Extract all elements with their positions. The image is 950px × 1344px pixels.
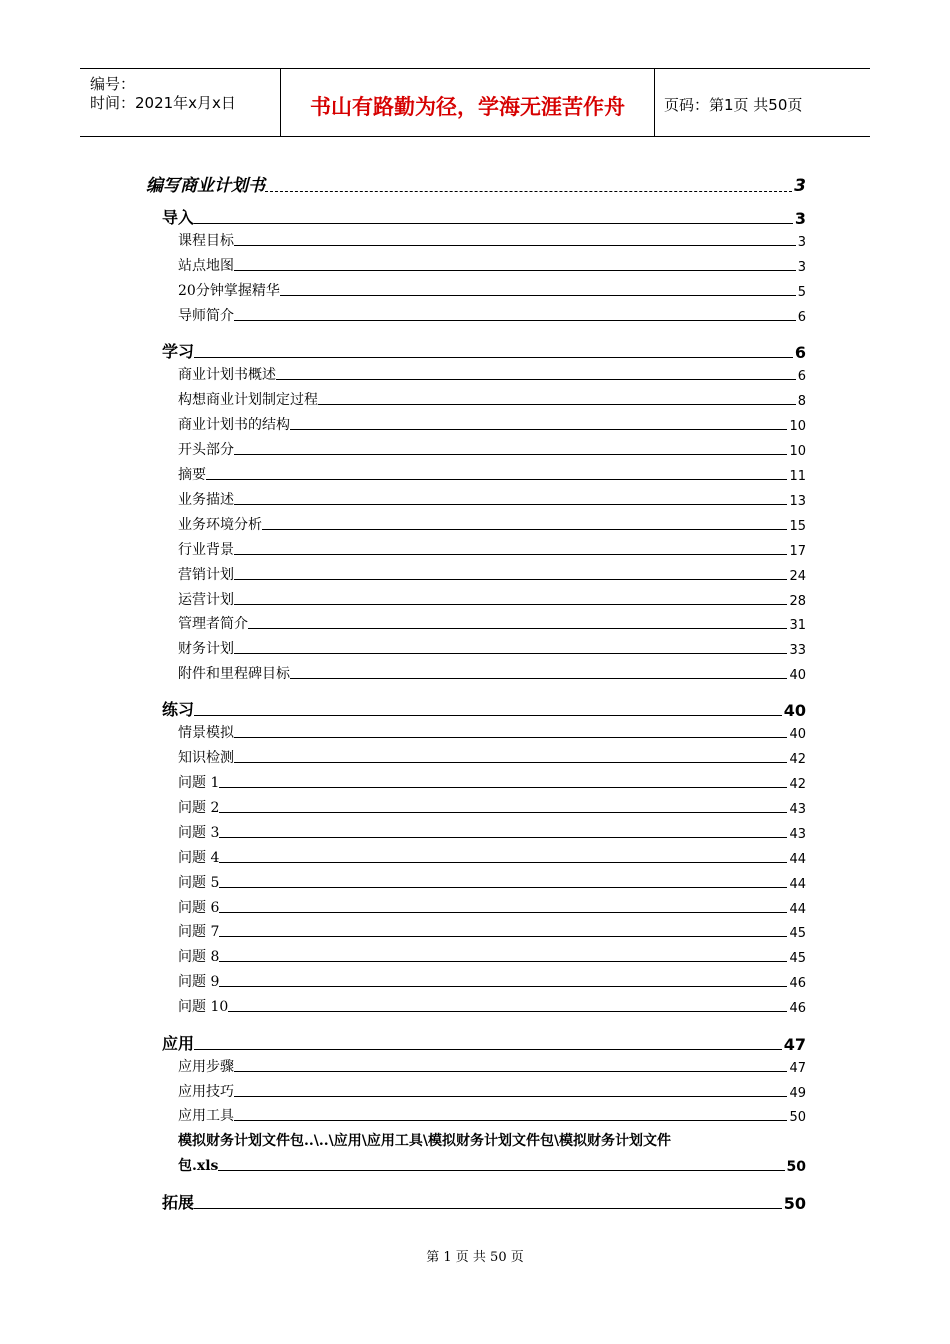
toc-entry-label: 课程目标 (178, 233, 234, 249)
toc-entry[interactable] (178, 797, 806, 817)
header-motto-cell (280, 69, 655, 136)
toc-entry-page: 42 (789, 752, 806, 767)
page-code: 页码：第1页 共50页 (664, 96, 803, 114)
toc-entry[interactable] (178, 1081, 806, 1101)
toc-entry[interactable] (178, 971, 806, 991)
toc-leader-line (234, 762, 787, 763)
toc-entry-page: 13 (789, 494, 806, 509)
toc-entry-label: 应用技巧 (178, 1084, 234, 1100)
toc-entry[interactable] (178, 514, 806, 534)
toc-entry-label: 运营计划 (178, 592, 234, 608)
toc-entry-page: 47 (783, 1035, 806, 1054)
toc-entry-page: 17 (789, 544, 806, 559)
header-page-cell (654, 69, 870, 136)
toc-entry-page: 43 (789, 802, 806, 817)
toc-entry-label: 练习 (162, 700, 195, 719)
toc-entry-label: 商业计划书概述 (178, 367, 276, 383)
toc-entry-page: 45 (789, 951, 806, 966)
toc-entry[interactable] (178, 1056, 806, 1076)
toc-entry[interactable] (178, 414, 806, 434)
toc-entry[interactable] (178, 613, 806, 633)
toc-entry-page: 40 (789, 668, 806, 683)
toc-entry[interactable] (162, 697, 806, 720)
toc-entry[interactable] (178, 230, 806, 250)
toc-entry-page: 3 (797, 260, 806, 275)
toc-entry-page: 50 (783, 1194, 806, 1213)
toc-entry[interactable] (178, 280, 806, 300)
toc-entry-label: 学习 (162, 342, 195, 361)
toc-leader-line (219, 787, 787, 788)
toc-leader-line (234, 1071, 787, 1072)
toc-entry-label: 20分钟掌握精华 (178, 283, 280, 299)
toc-leader-line (219, 936, 787, 937)
toc-entry-page: 8 (797, 394, 806, 409)
toc-entry-label: 导师简介 (178, 308, 234, 324)
header-info-cell (80, 69, 280, 136)
toc-entry-page: 40 (789, 727, 806, 742)
toc-entry[interactable] (178, 722, 806, 742)
toc-entry[interactable] (178, 872, 806, 892)
toc-entry[interactable] (178, 564, 806, 584)
toc-entry[interactable] (178, 897, 806, 917)
toc-entry-label: 问题 7 (178, 924, 220, 940)
toc-entry[interactable] (178, 847, 806, 867)
toc-entry[interactable] (178, 996, 806, 1016)
toc-leader-line (219, 986, 787, 987)
toc-leader-line (290, 678, 787, 679)
toc-entry[interactable] (178, 305, 806, 325)
toc-leader-line (290, 429, 787, 430)
toc-leader-line (234, 1120, 787, 1121)
toc-entry[interactable] (178, 663, 806, 683)
toc-entry-label: 财务计划 (178, 641, 234, 657)
toc-entry-label: 附件和里程碑目标 (178, 666, 290, 682)
toc-entry-label: 问题 9 (178, 974, 220, 990)
toc-entry-page: 6 (797, 310, 806, 325)
toc-leader-line (219, 837, 787, 838)
toc-leader-line (234, 653, 787, 654)
toc-leader-line (234, 554, 787, 555)
toc-leader-line (206, 479, 787, 480)
toc-entry[interactable] (162, 205, 806, 228)
toc-entry[interactable] (178, 255, 806, 275)
toc-leader-line (234, 604, 787, 605)
toc-entry-page: 28 (789, 594, 806, 609)
toc-entry-page: 43 (789, 827, 806, 842)
toc-entry-label: 问题 10 (178, 999, 229, 1015)
toc-entry-page: 10 (789, 444, 806, 459)
toc-entry-label: 营销计划 (178, 567, 234, 583)
toc-leader-line (234, 579, 787, 580)
toc-entry-label: 业务描述 (178, 492, 234, 508)
toc-leader-line (248, 628, 787, 629)
toc-leader-line (194, 715, 782, 716)
toc-entry[interactable] (162, 1031, 806, 1054)
toc-entry-page: 10 (789, 419, 806, 434)
toc-leader-line (219, 862, 787, 863)
toc-entry-label: 商业计划书的结构 (178, 417, 290, 433)
toc-entry-page: 45 (789, 926, 806, 941)
toc-leader-line (276, 379, 796, 380)
toc-entry-label: 问题 6 (178, 900, 220, 916)
toc-entry-label: 构想商业计划制定过程 (178, 392, 318, 408)
toc-entry[interactable] (178, 638, 806, 658)
toc-entry-label: 业务环境分析 (178, 517, 262, 533)
toc-entry-label: 包.xls (178, 1158, 219, 1174)
toc-entry-page: 5 (797, 285, 806, 300)
toc-entry-label: 开头部分 (178, 442, 234, 458)
toc-entry[interactable] (178, 464, 806, 484)
toc-leader-line (194, 1208, 782, 1209)
toc-leader-line (219, 961, 787, 962)
toc-entry[interactable] (162, 1190, 806, 1213)
toc-entry[interactable] (178, 439, 806, 459)
number-label: 编号： (90, 75, 136, 93)
toc-entry[interactable] (178, 946, 806, 966)
toc-entry-page: 44 (789, 877, 806, 892)
toc-leader-line (219, 812, 787, 813)
toc-leader-line (318, 404, 796, 405)
toc-entry[interactable] (178, 921, 806, 941)
toc-entry-page: 15 (789, 519, 806, 534)
toc-entry[interactable] (178, 589, 806, 609)
toc-entry-label: 问题 8 (178, 949, 220, 965)
toc-entry-page: 3 (794, 176, 806, 196)
toc-entry-label: 情景模拟 (178, 725, 234, 741)
toc-entry[interactable] (146, 171, 806, 196)
toc-entry[interactable] (178, 822, 806, 842)
page-header (80, 68, 870, 137)
toc-entry-page: 50 (789, 1110, 806, 1125)
toc-entry[interactable] (178, 1130, 806, 1150)
toc-entry[interactable] (178, 539, 806, 559)
toc-entry-page: 49 (789, 1086, 806, 1101)
toc-entry-page: 3 (797, 235, 806, 250)
toc-leader-line (194, 1049, 782, 1050)
toc-entry-label: 应用 (162, 1034, 195, 1053)
toc-entry-page: 47 (789, 1061, 806, 1076)
toc-entry-page: 24 (789, 569, 806, 584)
toc-leader-line (234, 737, 787, 738)
toc-entry-page: 44 (789, 852, 806, 867)
toc-entry-page: 33 (789, 643, 806, 658)
toc-leader-line (234, 270, 796, 271)
toc-entry-page: 11 (789, 469, 806, 484)
toc-entry-page: 50 (786, 1159, 806, 1175)
toc-leader-line (262, 529, 787, 530)
toc-leader-line (234, 504, 787, 505)
toc-leader-line (218, 1170, 784, 1171)
toc-entry-label: 管理者简介 (178, 616, 248, 632)
toc-entry-label: 站点地图 (178, 258, 234, 274)
toc-entry-page: 44 (789, 902, 806, 917)
toc-leader-line (219, 912, 787, 913)
toc-entry-page: 6 (797, 369, 806, 384)
toc-entry-label: 应用工具 (178, 1108, 234, 1124)
toc-entry-label: 行业背景 (178, 542, 234, 558)
toc-entry-page: 46 (789, 976, 806, 991)
toc-entry-label: 编写商业计划书 (146, 176, 265, 196)
toc-entry-page: 31 (789, 618, 806, 633)
toc-entry-label: 问题 5 (178, 875, 220, 891)
toc-leader-line (234, 1096, 787, 1097)
toc-entry-label: 问题 1 (178, 775, 220, 791)
toc-entry[interactable] (178, 1105, 806, 1125)
toc-leader-line (228, 1011, 787, 1012)
time-label: 时间：2021年x月x日 (90, 94, 236, 112)
toc-entry[interactable] (178, 772, 806, 792)
toc-entry-label: 摘要 (178, 467, 206, 483)
toc-entry-label: 问题 3 (178, 825, 220, 841)
toc-entry[interactable] (178, 747, 806, 767)
toc-leader-line (219, 887, 787, 888)
toc-leader-line (280, 295, 796, 296)
toc-entry-label: 问题 2 (178, 800, 220, 816)
toc-entry[interactable] (178, 364, 806, 384)
toc-leader-line (234, 320, 796, 321)
toc-entry-label: 导入 (162, 208, 195, 227)
toc-leader-line (194, 357, 793, 358)
toc-entry-page: 3 (794, 209, 806, 228)
toc-entry-label: 应用步骤 (178, 1059, 234, 1075)
toc-leader-line (234, 245, 796, 246)
toc-leader-line (194, 223, 793, 224)
toc-leader-line (234, 454, 787, 455)
toc-entry[interactable] (178, 389, 806, 409)
motto-text: 书山有路勤为径，学海无涯苦作舟 (310, 95, 625, 119)
toc-entry[interactable] (162, 339, 806, 362)
toc-leader-line (265, 191, 792, 192)
toc-entry-page: 42 (789, 777, 806, 792)
toc-entry[interactable] (178, 1155, 806, 1175)
page-footer: 第 1 页 共 50 页 (426, 1250, 524, 1265)
toc-entry-label: 模拟财务计划文件包..\..\应用\应用工具\模拟财务计划文件包\模拟财务计划文件 (178, 1133, 672, 1149)
toc-entry-page: 46 (789, 1001, 806, 1016)
toc-entry-label: 拓展 (162, 1193, 195, 1212)
toc-entry[interactable] (178, 489, 806, 509)
toc-entry-page: 6 (794, 343, 806, 362)
toc-entry-label: 知识检测 (178, 750, 234, 766)
toc-entry-label: 问题 4 (178, 850, 220, 866)
toc-entry-page: 40 (783, 701, 806, 720)
